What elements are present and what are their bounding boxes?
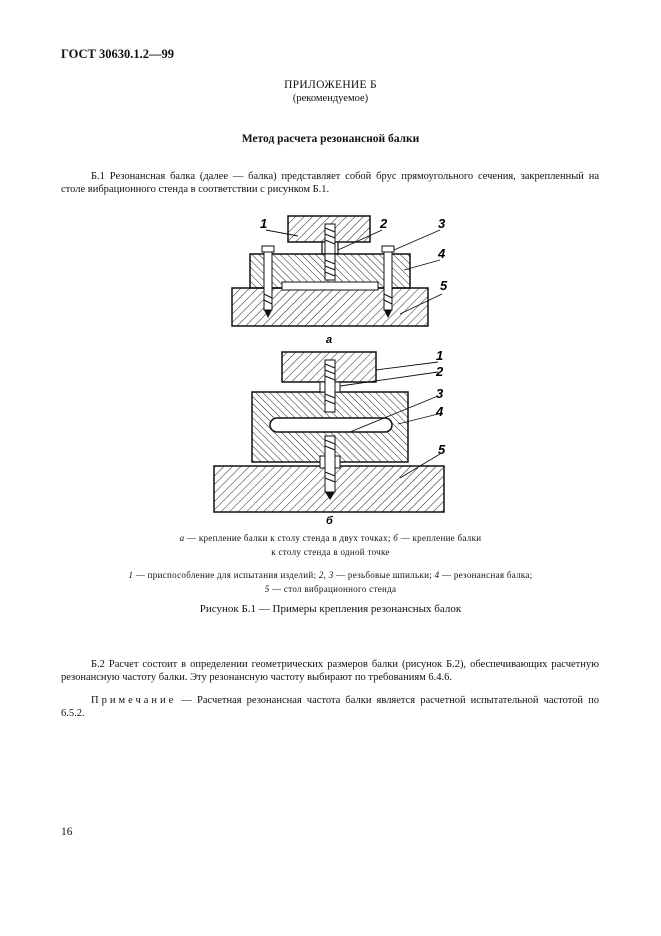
label-top-4: 4 — [438, 246, 446, 261]
label-top-1: 1 — [260, 216, 268, 231]
figure-title: Рисунок Б.1 — Примеры крепления резонансных балок — [199, 603, 462, 615]
label-bottom-3: 3 — [436, 386, 444, 401]
stud-left-top — [262, 246, 274, 318]
appendix-title: ПРИЛОЖЕНИЕ Б — [284, 79, 377, 91]
label-bottom-2: 2 — [436, 364, 444, 379]
stud-right-top — [382, 246, 394, 318]
note — [61, 694, 599, 720]
figure-caption-variants: а — крепление балки к столу стенда в двух точках; б — крепление балки — [179, 533, 482, 543]
paragraph-b1: Б.1 Резонансная балка (далее — балка) представляет собой брус прямоугольного сечения, закрепленный на столе вибрационного стенда в соответствии с рисунком Б.1. — [61, 171, 599, 195]
label-top-2: 2 — [380, 216, 388, 231]
appendix-subtitle: (рекомендуемое) — [292, 93, 369, 104]
figure-legend-line2: 5 — стол вибрационного стенда — [264, 584, 397, 594]
paragraph-b2: Б.2 Расчет состоит в определении геометрических размеров балки (рисунок Б.2), обеспечивающих расчетную резонансную частоту балки. Эту резонансную частоту выбирают по требованиям 6.4.6. — [61, 659, 599, 683]
document-header: ГОСТ 30630.1.2—99 — [61, 47, 175, 61]
label-top-3: 3 — [438, 216, 446, 231]
label-bottom-4: 4 — [436, 404, 444, 419]
view-label-b: б — [326, 515, 333, 527]
note-text: — Расчетная резонансная частота балки является расчетной испытательной частотой по 6.5.2. — [61, 695, 599, 719]
label-bottom-1: 1 — [436, 348, 444, 363]
figure-b1-drawing — [200, 210, 460, 530]
figure-caption-variants-line2: к столу стенда в одной точке — [271, 547, 390, 557]
label-top-5: 5 — [440, 278, 448, 293]
note-label: Примечание — [91, 695, 177, 706]
page-number: 16 — [61, 826, 73, 838]
label-bottom-5: 5 — [438, 442, 446, 457]
figure-legend: 1 — приспособление для испытания изделий; 2, 3 — резьбовые шпильки; 4 — резонансная балка; — [128, 570, 533, 580]
section-title: Метод расчета резонансной балки — [241, 133, 420, 145]
view-label-a: а — [326, 334, 333, 346]
table-top — [232, 282, 428, 326]
